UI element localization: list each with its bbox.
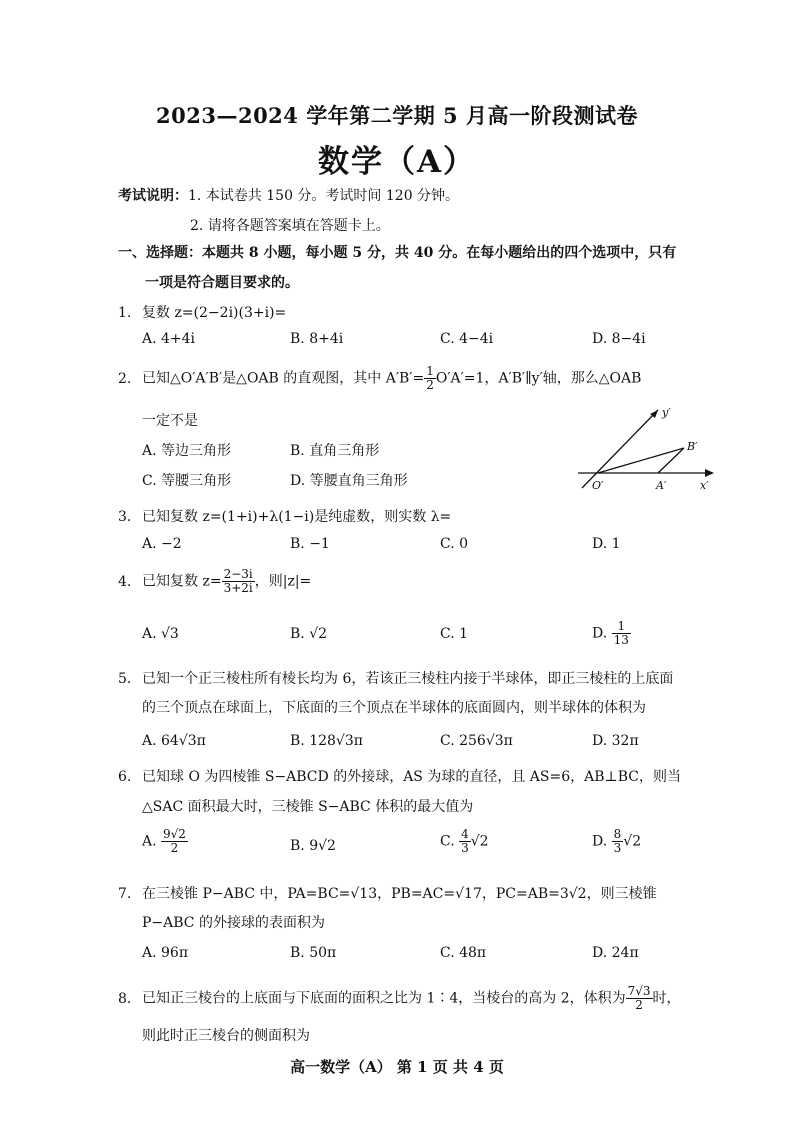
question-text-cont: 时，: [652, 990, 681, 1007]
question-number: 5.: [118, 671, 132, 687]
option-b: B. 9√2: [290, 838, 336, 854]
question-text: 已知复数 z=(1+i)+λ(1−i)是纯虚数，则实数 λ=: [142, 509, 452, 525]
section-heading: 一、选择题：本题共 8 小题，每小题 5 分，共 40 分。在每小题给出的四个选项中，只有: [118, 245, 677, 261]
option-c: C. 等腰三角形: [142, 473, 232, 489]
question-number: 3.: [118, 509, 132, 525]
exam-subtitle: 数学（A）: [317, 144, 477, 180]
option-d: D. $\frac{8}{3}$ √2: [592, 827, 642, 855]
question-7-cont: P−ABC 的外接球的表面积为: [142, 915, 325, 931]
question-text: 复数 z=(2−2i)(3+i)=: [142, 305, 287, 321]
option-c: C. $\frac{4}{3}$ √2: [440, 827, 489, 855]
question-text: 已知正三棱台的上底面与下底面的面积之比为 1∶4，当棱台的高为 2，体积为: [142, 990, 626, 1007]
question-text: 在三棱锥 P−ABC 中，PA=BC=√13，PB=AC=√17，PC=AB=3√2，则三棱锥: [142, 886, 657, 902]
x-axis-arrow: [705, 469, 714, 477]
question-2-cont: 一定不是: [142, 413, 198, 429]
question-7: [118, 883, 657, 903]
question-text: 已知一个正三棱柱所有棱长均为 6，若该正三棱柱内接于半球体，即正三棱柱的上底面: [142, 671, 674, 687]
question-text-cont: ，则|z|=: [254, 573, 312, 590]
option-a: A. 等边三角形: [142, 443, 232, 459]
option-b: B. 直角三角形: [290, 443, 380, 459]
option-d: D. $\frac{1}{13}$: [592, 619, 629, 647]
instructions-1: [118, 185, 459, 205]
option-d: D. 24π: [592, 945, 639, 961]
label-b: B′: [687, 440, 698, 453]
label-y: y′: [662, 406, 671, 419]
question-1: [118, 302, 286, 322]
question-6-cont: △SAC 面积最大时，三棱锥 S−ABC 体积的最大值为: [142, 799, 474, 815]
label-o: O′: [592, 479, 604, 492]
option-b: B. 50π: [290, 945, 337, 961]
instruction-item-2: 2. 请将各题答案填在答题卡上。: [190, 218, 390, 234]
question-number: 8.: [118, 990, 132, 1007]
option-d: D. 8−4i: [592, 331, 646, 347]
exam-title: 2023—2024 学年第二学期 5 月高一阶段测试卷: [156, 103, 638, 128]
question-5: [118, 668, 673, 688]
option-a: A. $\frac{9√2}{2}$: [142, 827, 186, 855]
instructions-label: 考试说明：: [118, 188, 188, 204]
option-d: D. 1: [592, 536, 621, 552]
option-a: A. 4+4i: [142, 331, 196, 347]
question-8-cont: 则此时正三棱台的侧面积为: [142, 1028, 310, 1044]
fraction: $\frac{1}{2}$: [426, 364, 434, 392]
option-a: A. −2: [142, 536, 182, 552]
question-2: [118, 365, 641, 392]
option-b: B. 8+4i: [290, 331, 344, 347]
question-number: 1.: [118, 305, 132, 321]
oblique-projection-figure: [570, 400, 720, 495]
instruction-item-1: 1. 本试卷共 150 分。考试时间 120 分钟。: [188, 188, 460, 204]
option-a: A. 96π: [142, 945, 189, 961]
question-number: 2.: [118, 370, 132, 387]
fraction: $\frac{7√3}{2}$: [627, 984, 651, 1012]
fraction: $\frac{2-3i}{3+2i}$: [223, 567, 253, 595]
question-3: [118, 506, 451, 526]
option-d: D. 等腰直角三角形: [290, 473, 408, 489]
question-number: 6.: [118, 769, 132, 785]
option-b: B. 128√3π: [290, 733, 363, 749]
option-c: C. 0: [440, 536, 469, 552]
option-c: C. 1: [440, 626, 469, 642]
question-text: 已知复数 z=: [142, 573, 222, 590]
option-b: B. −1: [290, 536, 330, 552]
section-heading-2: 一项是符合题目要求的。: [145, 275, 299, 291]
question-number: 7.: [118, 886, 132, 902]
option-c: C. 4−4i: [440, 331, 494, 347]
question-text: 已知△O′A′B′是△OAB 的直观图，其中 A′B′=: [142, 370, 425, 387]
option-c: C. 48π: [440, 945, 487, 961]
option-d: D. 32π: [592, 733, 639, 749]
page-footer: 高一数学（A） 第 1 页 共 4 页: [290, 1058, 504, 1076]
question-text: 已知球 O 为四棱锥 S−ABCD 的外接球，AS 为球的直径，且 AS=6，AB⊥BC，则当: [142, 769, 681, 785]
option-b: B. √2: [290, 626, 328, 642]
question-text-cont: O′A′=1，A′B′∥y′轴，那么△OAB: [435, 370, 642, 387]
option-a: A. √3: [142, 626, 179, 642]
question-number: 4.: [118, 573, 132, 590]
question-4: [118, 568, 311, 595]
y-axis-line: [582, 410, 658, 488]
option-c: C. 256√3π: [440, 733, 513, 749]
label-x: x′: [700, 479, 709, 492]
question-6: [118, 766, 681, 786]
question-8: [118, 985, 681, 1012]
label-a: A′: [656, 479, 667, 492]
option-a: A. 64√3π: [142, 733, 206, 749]
question-5-cont: 的三个顶点在球面上，下底面的三个顶点在半球体的底面圆内，则半球体的体积为: [142, 700, 646, 716]
